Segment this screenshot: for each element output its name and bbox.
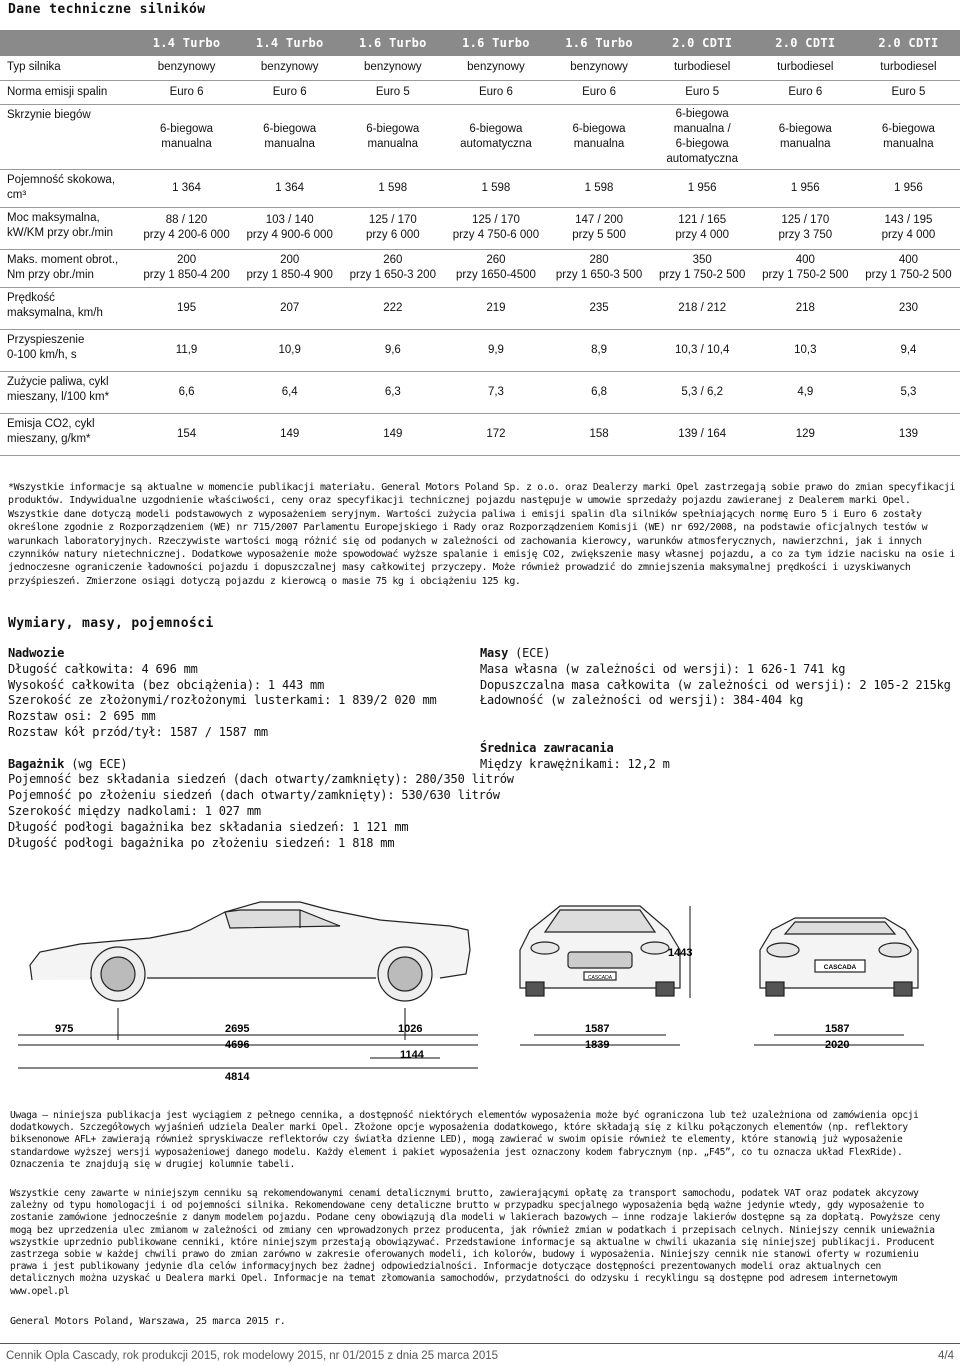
engine-header-5: 2.0 CDTI xyxy=(651,30,754,56)
srednica-line: Między krawężnikami: 12,2 m xyxy=(480,756,670,771)
table-cell: 8,9 xyxy=(548,329,651,371)
masy-line: Dopuszczalna masa całkowita (w zależności od wersji): 2 105-2 215kg xyxy=(480,677,951,692)
table-cell: turbodiesel xyxy=(651,56,754,80)
bagaznik-line: Pojemność bez składania siedzeń (dach otwarty/zamknięty): 280/350 litrów xyxy=(8,772,514,787)
table-cell: 1 364 xyxy=(238,169,341,207)
table-cell: 88 / 120 przy 4 200-6 000 xyxy=(135,207,238,249)
bagaznik-heading: Bagażnik xyxy=(8,756,65,771)
table-cell: 280 przy 1 650-3 500 xyxy=(548,249,651,287)
row-label: Moc maksymalna, kW/KM przy obr./min xyxy=(0,207,135,249)
engines-section-title: Dane techniczne silników xyxy=(8,2,206,17)
masy-line: Masa własna (w zależności od wersji): 1 626-1 741 kg xyxy=(480,661,846,676)
dim-4696: 4696 xyxy=(225,1039,250,1051)
table-cell: 7,3 xyxy=(444,371,547,413)
table-cell: 222 xyxy=(341,287,444,329)
nadwozie-line: Rozstaw kół przód/tył: 1587 / 1587 mm xyxy=(8,724,268,739)
dim-4814: 4814 xyxy=(225,1071,250,1083)
nadwozie-heading: Nadwozie xyxy=(8,646,65,660)
engine-header-0: 1.4 Turbo xyxy=(135,30,238,56)
dimensions-right-column xyxy=(480,646,951,772)
table-row xyxy=(0,413,960,455)
rear-badge-text: CASCADA xyxy=(823,964,857,971)
table-cell: 154 xyxy=(135,413,238,455)
table-cell: 143 / 195 przy 4 000 xyxy=(857,207,960,249)
dim-2695: 2695 xyxy=(225,1023,250,1035)
table-cell: 6-biegowa automatyczna xyxy=(444,104,547,169)
table-cell: 172 xyxy=(444,413,547,455)
table-cell: benzynowy xyxy=(238,56,341,80)
table-cell: 9,6 xyxy=(341,329,444,371)
masy-line: Ładowność (w zależności od wersji): 384-404 kg xyxy=(480,693,804,708)
table-cell: turbodiesel xyxy=(857,56,960,80)
page-number: 4/4 xyxy=(938,1350,954,1362)
table-cell: 230 xyxy=(857,287,960,329)
engine-spec-table xyxy=(0,30,960,456)
table-cell: 207 xyxy=(238,287,341,329)
dimensions-left-column xyxy=(8,646,514,851)
engine-header-3: 1.6 Turbo xyxy=(444,30,547,56)
engine-header-7: 2.0 CDTI xyxy=(857,30,960,56)
nadwozie-line: Długość całkowita: 4 696 mm xyxy=(8,661,198,676)
table-cell: 200 przy 1 850-4 200 xyxy=(135,249,238,287)
bagaznik-line: Długość podłogi bagażnika bez składania siedzeń: 1 121 mm xyxy=(8,819,409,834)
disclaimer-note-1: Uwaga – niniejsza publikacja jest wyciągiem z pełnego cennika, a dostępność niektórych elementów wyposażenia może być ograniczona lub też uzależniona od zamówienia opcji dodatkowych. Szczegółowych wyjaśnień udziela Dealer marki Opel. Złożone opcje wyposażenia dodatkowego, które składają się z kilku połączonych elementów (np. reflektory biksenonowe AFL+ zawierają również spryskiwacze reflektorów czy światła dzienne LED), mogą zawierać w swoim opisie również te elementy, które stanowią już wyposażenie standardowe wyższej wersji wyposażeniowej danego modelu. Każdy element i pakiet wyposażenia jest oznaczony kodem fabrycznym (np. „F45”, co tu oznacza układ FlexRide). Oznaczenia te znajdują się w drugiej kolumnie tabeli. xyxy=(10,1110,919,1170)
table-row xyxy=(0,207,960,249)
table-row xyxy=(0,56,960,80)
table-cell: 6-biegowa manualna / 6-biegowa automatyczna xyxy=(651,104,754,169)
table-row xyxy=(0,329,960,371)
table-cell: 219 xyxy=(444,287,547,329)
table-cell: 260 przy 1 650-3 200 xyxy=(341,249,444,287)
table-cell: 5,3 xyxy=(857,371,960,413)
engine-header-1: 1.4 Turbo xyxy=(238,30,341,56)
table-body xyxy=(0,56,960,455)
table-cell: 6,6 xyxy=(135,371,238,413)
table-row xyxy=(0,169,960,207)
row-label: Skrzynie biegów xyxy=(0,104,135,169)
table-cell: 149 xyxy=(341,413,444,455)
table-cell: 1 364 xyxy=(135,169,238,207)
row-label: Przyspieszenie 0-100 km/h, s xyxy=(0,329,135,371)
table-cell: 6,3 xyxy=(341,371,444,413)
table-cell: benzynowy xyxy=(548,56,651,80)
table-cell: 139 xyxy=(857,413,960,455)
table-row xyxy=(0,371,960,413)
table-cell: 121 / 165 przy 4 000 xyxy=(651,207,754,249)
table-cell: 218 xyxy=(754,287,857,329)
dim-1144: 1144 xyxy=(400,1049,424,1061)
row-label: Emisja CO2, cykl mieszany, g/km* xyxy=(0,413,135,455)
disclaimer-note-2: Wszystkie ceny zawarte w niniejszym cenniku są rekomendowanymi cenami detalicznymi brutto, zawierającymi opłatę za transport samochodu, podatek VAT oraz podatek akcyzowy zależny od typu homologacji i od pojemności silnika. Rekomendowane ceny detaliczne brutto w przypadku specjalnego wyposażenia będą ważne jedynie wtedy, gdy wyposażenie to zostanie zamówione jednocześnie z danym modelem pojazdu. Podane ceny obowiązują dla modeli w lakierach bazowych – inne rodzaje lakierów dostępne są za dopłatą. Powyższe ceny mogą bez uprzedzenia ulec zmianom w zależności od zmiany cen wprowadzonych przez producenta, jak również zmian w podatkach i przepisach celnych. Niniejszy cennik unieważnia wszystkie uprzednio publikowane cenniki, które niniejszym przestają obowiązywać. Przedstawione informacje są aktualne w chwili ukazania się niniejszej publikacji. Producent zastrzega sobie w każdej chwili prawo do zmian zarówno w zakresie oferowanych modeli, ich kolorów, budowy i wyposażenia. Niniejszy cennik nie stanowi oferty w rozumieniu prawa i jest publikowany jedynie dla celów informacyjnych bez żadnej odpowiedzialności. Informacje dotyczące dostępności prezentowanych modeli oraz aktualnych cen detalicznych można uzyskać u Dealera marki Opel. Informacje na temat złomowania samochodów, przydatności do odzysku i recyklingu są dostępne pod adresem internetowym www.opel.pl xyxy=(10,1188,941,1297)
dim-1026: 1026 xyxy=(398,1023,423,1035)
masy-heading-suffix: (ECE) xyxy=(508,646,551,660)
table-cell: benzynowy xyxy=(444,56,547,80)
table-cell: 9,4 xyxy=(857,329,960,371)
table-cell: Euro 5 xyxy=(857,80,960,104)
front-plate-text: CASCADA xyxy=(587,975,613,981)
row-label: Maks. moment obrot., Nm przy obr./min xyxy=(0,249,135,287)
table-cell: 6-biegowa manualna xyxy=(238,104,341,169)
engine-header-4: 1.6 Turbo xyxy=(548,30,651,56)
table-cell: 6,4 xyxy=(238,371,341,413)
nadwozie-line: Wysokość całkowita (bez obciążenia): 1 443 mm xyxy=(8,677,325,692)
table-cell: 400 przy 1 750-2 500 xyxy=(857,249,960,287)
table-cell: Euro 6 xyxy=(238,80,341,104)
dimensions-section-title: Wymiary, masy, pojemności xyxy=(8,616,214,631)
dim-front-1587: 1587 xyxy=(585,1023,610,1035)
table-cell: 6-biegowa manualna xyxy=(135,104,238,169)
table-cell: 147 / 200 przy 5 500 xyxy=(548,207,651,249)
dim-2020: 2020 xyxy=(825,1039,850,1051)
dim-1839: 1839 xyxy=(585,1039,610,1051)
nadwozie-line: Rozstaw osi: 2 695 mm xyxy=(8,709,156,724)
table-cell: Euro 5 xyxy=(651,80,754,104)
table-cell: 1 598 xyxy=(548,169,651,207)
bagaznik-line: Szerokość między nadkolami: 1 027 mm xyxy=(8,803,261,818)
car-rear-view xyxy=(760,918,918,996)
table-cell: 103 / 140 przy 4 900-6 000 xyxy=(238,207,341,249)
row-label: Zużycie paliwa, cykl mieszany, l/100 km* xyxy=(0,371,135,413)
table-cell: 6-biegowa manualna xyxy=(754,104,857,169)
table-cell: 260 przy 1650-4500 xyxy=(444,249,547,287)
srednica-heading: Średnica zawracania xyxy=(480,740,614,755)
table-cell: 10,3 xyxy=(754,329,857,371)
table-cell: 235 xyxy=(548,287,651,329)
row-label: Prędkość maksymalna, km/h xyxy=(0,287,135,329)
table-cell: 6-biegowa manualna xyxy=(341,104,444,169)
bagaznik-heading-row xyxy=(8,757,514,773)
table-cell: benzynowy xyxy=(341,56,444,80)
table-cell: 149 xyxy=(238,413,341,455)
car-front-view xyxy=(520,906,680,996)
engine-header-2: 1.6 Turbo xyxy=(341,30,444,56)
footer-text: Cennik Opla Cascady, rok produkcji 2015, rok modelowy 2015, nr 01/2015 z dnia 25 marca 2015 xyxy=(6,1350,499,1362)
dim-1443: 1443 xyxy=(668,947,693,959)
table-cell: 195 xyxy=(135,287,238,329)
row-label: Norma emisji spalin xyxy=(0,80,135,104)
table-cell: Euro 6 xyxy=(754,80,857,104)
table-cell: 6-biegowa manualna xyxy=(857,104,960,169)
engine-header-6: 2.0 CDTI xyxy=(754,30,857,56)
table-corner-cell xyxy=(0,30,135,56)
bagaznik-line: Pojemność po złożeniu siedzeń (dach otwarty/zamknięty): 530/630 litrów xyxy=(8,788,500,803)
masy-heading: Masy xyxy=(480,646,509,660)
footer-divider xyxy=(0,1343,960,1344)
table-cell: 10,3 / 10,4 xyxy=(651,329,754,371)
dim-rear-1587: 1587 xyxy=(825,1023,850,1035)
table-cell: 9,9 xyxy=(444,329,547,371)
table-cell: 5,3 / 6,2 xyxy=(651,371,754,413)
table-cell: Euro 6 xyxy=(135,80,238,104)
table-cell: Euro 6 xyxy=(444,80,547,104)
row-label: Pojemność skokowa, cm³ xyxy=(0,169,135,207)
car-dimension-drawings xyxy=(0,870,960,1100)
dim-975: 975 xyxy=(55,1023,74,1035)
table-cell: 218 / 212 xyxy=(651,287,754,329)
table-cell: 125 / 170 przy 6 000 xyxy=(341,207,444,249)
table-row xyxy=(0,104,960,169)
car-side-view xyxy=(30,902,470,1001)
table-cell: Euro 6 xyxy=(548,80,651,104)
table-cell: Euro 5 xyxy=(341,80,444,104)
masy-heading-row xyxy=(480,646,951,662)
table-cell: 11,9 xyxy=(135,329,238,371)
table-cell: 1 598 xyxy=(341,169,444,207)
table-row xyxy=(0,287,960,329)
table-cell: 139 / 164 xyxy=(651,413,754,455)
table-cell: 200 przy 1 850-4 900 xyxy=(238,249,341,287)
publisher-line: General Motors Poland, Warszawa, 25 marca 2015 r. xyxy=(10,1316,286,1327)
table-cell: 10,9 xyxy=(238,329,341,371)
table-cell: 1 956 xyxy=(754,169,857,207)
table-row xyxy=(0,80,960,104)
row-label: Typ silnika xyxy=(0,56,135,80)
bagaznik-line: Długość podłogi bagażnika po złożeniu siedzeń: 1 818 mm xyxy=(8,835,395,850)
table-cell: 1 956 xyxy=(651,169,754,207)
table-cell: 4,9 xyxy=(754,371,857,413)
table-cell: 125 / 170 przy 3 750 xyxy=(754,207,857,249)
table-cell: benzynowy xyxy=(135,56,238,80)
table-cell: 6-biegowa manualna xyxy=(548,104,651,169)
table-cell: 125 / 170 przy 4 750-6 000 xyxy=(444,207,547,249)
table-header-row xyxy=(0,30,960,56)
table-cell: 350 przy 1 750-2 500 xyxy=(651,249,754,287)
table-row xyxy=(0,249,960,287)
nadwozie-line: Szerokość ze złożonymi/rozłożonymi lusterkami: 1 839/2 020 mm xyxy=(8,693,437,708)
table-cell: turbodiesel xyxy=(754,56,857,80)
engine-footnote: *Wszystkie informacje są aktualne w momencie publikacji materiału. General Motors Poland Sp. z o.o. oraz Dealerzy marki Opel zastrzegają sobie prawo do zmian specyfikacji produktów. Indywidualne uzgodnienie właściwości, ceny oraz specyfikacji technicznej pojazdu następuje w umowie sprzedaży pojazdu zawieranej z Dealerem marki Opel. Wszystkie dane dotyczą modeli podstawowych z wyposażeniem seryjnym. Wartości zużycia paliwa i emisji spalin dla silników spełniających normę Euro 5 i Euro 6 zostały określone zgodnie z Rozporządzeniem (WE) nr 715/2007 Parlamentu Europejskiego i Rady oraz Rozporządzeniem Komisji (WE) nr 692/2008, na podstawie oficjalnych testów w warunkach laboratoryjnych. Rzeczywiste wartości mogą różnić się od podanych w zależności od zachowania kierowcy, warunków atmosferycznych, nawierzchni, jak i innych czynników natury nietechnicznej. Dodatkowe wyposażenie może spowodować wyższe spalanie i emisję CO2, zwiększenie masy własnej pojazdu, a co za tym idzie nacisku na osie i jednoczesne ograniczenie ładowności pojazdu i dopuszczalnej masy całkowitej przyczepy. Może również prowadzić do zmniejszenia maksymalnej prędkości i uzyskiwanych przyśpieszeń. Zmierzone osiągi dotyczą pojazdu z kierowcą o masie 75 kg i obciążeniu 125 kg. xyxy=(8,482,955,587)
table-cell: 1 598 xyxy=(444,169,547,207)
table-cell: 158 xyxy=(548,413,651,455)
table-cell: 129 xyxy=(754,413,857,455)
bagaznik-heading-suffix: (wg ECE) xyxy=(64,756,128,771)
table-cell: 6,8 xyxy=(548,371,651,413)
table-cell: 400 przy 1 750-2 500 xyxy=(754,249,857,287)
table-cell: 1 956 xyxy=(857,169,960,207)
